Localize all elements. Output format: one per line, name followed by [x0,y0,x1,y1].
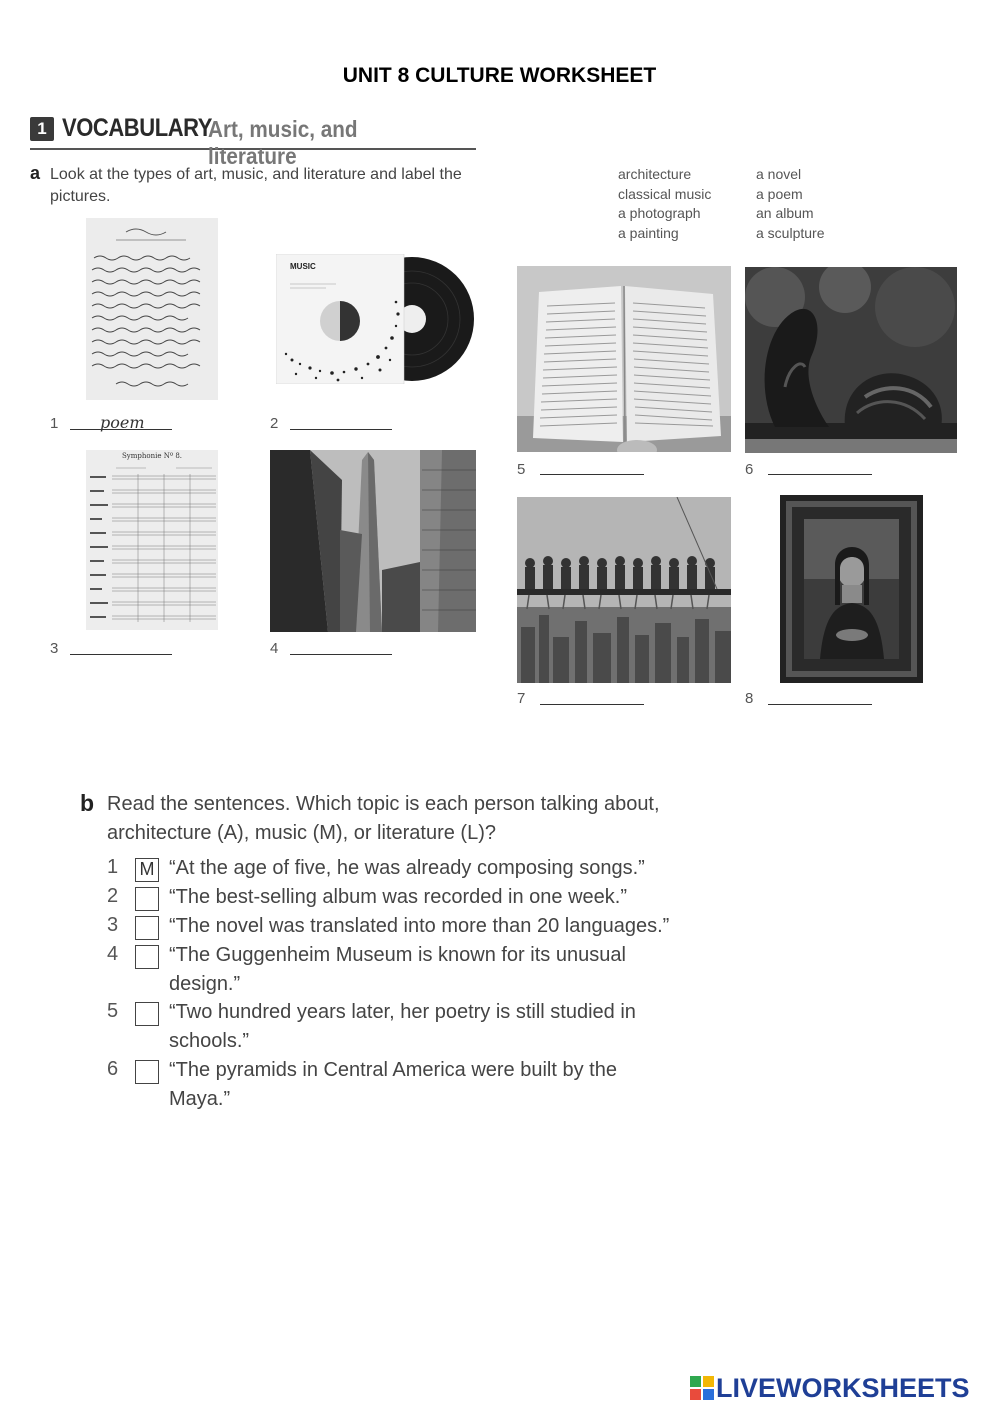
answer-box[interactable] [135,916,159,940]
answer-box[interactable] [135,945,159,969]
word-bank-item: a sculpture [756,225,825,241]
skyscrapers-image [270,450,476,632]
painting-image [780,495,923,683]
part-a-instruction: Look at the types of art, music, and literature and label the pictures. [50,166,462,205]
answer-line[interactable] [290,654,392,655]
answer-box[interactable] [135,887,159,911]
sheet-music-image [86,450,218,630]
picture-number: 1 [50,415,59,432]
album-image [276,254,476,384]
question-number: 4 [107,943,119,965]
picture-number: 7 [517,690,526,707]
section-number-badge: 1 [30,117,54,141]
part-a-letter: a [30,163,41,183]
question-number: 2 [107,885,119,907]
question-number: 3 [107,914,119,936]
manuscript-image [86,218,218,400]
answer-text: poem [100,413,145,432]
word-bank-item: a painting [618,225,679,241]
liveworksheets-logo-icon [690,1376,714,1400]
photograph-image [517,497,731,683]
answer-line[interactable] [540,474,644,475]
section-header [30,114,476,169]
answer-box[interactable]: M [135,858,159,882]
answer-line[interactable] [540,704,644,705]
question-text: “Two hundred years later, her poetry is still studied in schools.” [169,1001,636,1052]
word-bank-item: classical music [618,186,712,202]
section-title: VOCABULARY [62,114,213,142]
album-label: MUSIC [290,262,316,271]
score-title: Symphonie Nº 8. [121,452,183,460]
picture-number: 8 [745,690,754,707]
picture-number: 5 [517,461,526,478]
answer-line[interactable] [70,654,172,655]
logo-text: LIVEWORKSHEETS [716,1373,970,1403]
sculpture-image [745,267,957,453]
question-number: 5 [107,1000,119,1022]
page-title: UNIT 8 CULTURE WORKSHEET [342,64,657,87]
word-bank-item: a photograph [618,205,701,221]
word-bank-item: a poem [756,186,803,202]
question-text: “The novel was translated into more than 20 languages.” [169,915,670,937]
part-b-instruction: Read the sentences. Which topic is each person talking about, architecture (A), music (M), or literature (L)? [107,793,660,844]
word-bank-item: a novel [756,166,802,182]
picture-number: 3 [50,640,59,657]
answer-box[interactable] [135,1060,159,1084]
question-text: “At the age of five, he was already composing songs.” [169,857,645,879]
part-b-letter: b [80,790,95,816]
answer-line[interactable] [768,704,872,705]
answer-line[interactable] [290,429,392,430]
answer-box[interactable] [135,1002,159,1026]
question-number: 1 [107,856,119,878]
open-book-image [517,266,731,452]
question-text: “The pyramids in Central America were built by the Maya.” [169,1059,617,1110]
picture-number: 4 [270,640,279,657]
question-number: 6 [107,1058,119,1080]
question-text: “The Guggenheim Museum is known for its unusual design.” [169,944,626,995]
picture-number: 6 [745,461,754,478]
section-subtitle: Art, music, and literature [208,116,358,169]
picture-number: 2 [270,415,279,432]
word-bank-item: architecture [618,166,692,182]
question-text: “The best-selling album was recorded in one week.” [169,886,627,908]
word-bank-item: an album [756,205,814,221]
answer-line[interactable] [768,474,872,475]
